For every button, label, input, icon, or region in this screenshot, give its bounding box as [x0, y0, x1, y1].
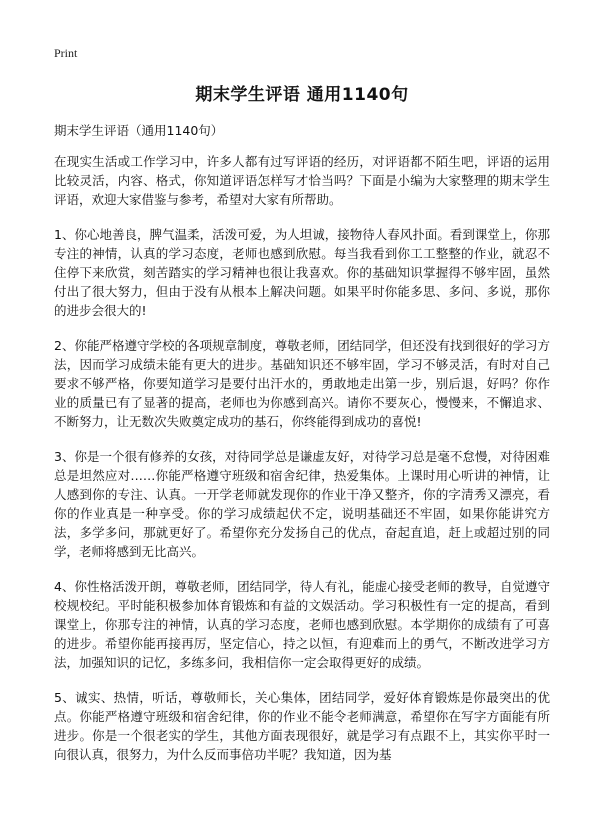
print-link[interactable]: Print: [54, 46, 78, 60]
comment-paragraph-3: 3、你是一个很有修养的女孩，对待同学总是谦虚友好，对待学习总是毫不怠慢，对待困难总是坦然应对……你能严格遵守班级和宿舍纪律，热爱集体。上课时用心听讲的神情，让人感到你的专注、认真。一开学老师就发现你的作业干净又整齐，你的字清秀又漂亮，看你的作业真是一种享受。你的学习成绩起伏不定，说明基础还不牢固，如果你能讲究方法，多学多问，那就更好了。希望你充分发扬自己的优点，奋起直追，赶上或超过别的同学，老师将感到无比高兴。: [54, 449, 550, 559]
document-body: [54, 152, 550, 780]
comment-paragraph-1: 1、你心地善良，脾气温柔，活泼可爱，为人坦诚，接物待人春风扑面。看到课堂上，你那专注的神情，认真的学习态度，老师也感到欣慰。每当我看到你工工整整的作业，就忍不住停下来欣赏，刻苦踏实的学习精神也很让我喜欢。你的基础知识掌握得不够牢固，虽然付出了很大努力，但由于没有从根本上解决问题。如果平时你能多思、多问、多说，那你的进步会很大的!: [54, 227, 550, 318]
comment-paragraph-5: 5、诚实、热情，听话，尊敬师长，关心集体，团结同学，爱好体育锻炼是你最突出的优点。你能严格遵守班级和宿舍纪律，你的作业不能令老师满意，希望你在写字方面能有所进步。你是一个很老实的学生，其他方面表现很好，就是学习有点跟不上，其实你平时一向很认真，很努力，为什么反而事倍功半呢？我知道，因为基: [54, 690, 550, 762]
page-subtitle: 期末学生评语（通用1140句）: [54, 123, 224, 138]
page-title: 期末学生评语 通用1140句: [195, 85, 409, 105]
intro-paragraph: 在现实生活或工作学习中，许多人都有过写评语的经历，对评语都不陌生吧，评语的运用比较灵活，内容、格式，你知道评语怎样写才恰当吗？下面是小编为大家整理的期末学生评语，欢迎大家借鉴与参考，希望对大家有所帮助。: [54, 154, 550, 207]
comment-paragraph-4: 4、你性格活泼开朗，尊敬老师，团结同学，待人有礼，能虚心接受老师的教导，自觉遵守校规校纪。平时能积极参加体育锻炼和有益的文娱活动。学习积极性有一定的提高，看到课堂上，你那专注的神情，认真的学习态度，老师也感到欣慰。本学期你的成绩有了可喜的进步。希望你能再接再厉，坚定信心，持之以恒，有迎难而上的勇气，不断改进学习方法，加强知识的记忆，多练多问，我相信你一定会取得更好的成绩。: [54, 579, 550, 670]
comment-paragraph-2: 2、你能严格遵守学校的各项规章制度，尊敬老师，团结同学，但还没有找到很好的学习方法，因而学习成绩未能有更大的进步。基础知识还不够牢固，学习不够灵活，有时对自己要求不够严格，你要知道学习是要付出汗水的，勇敢地走出第一步，别后退，好吗？你作业的质量已有了显著的提高，老师也为你感到高兴。请你不要灰心，慢慢来，不懈追求、不断努力，让无数次失败奠定成功的基石，你终能得到成功的喜悦!: [54, 338, 550, 429]
